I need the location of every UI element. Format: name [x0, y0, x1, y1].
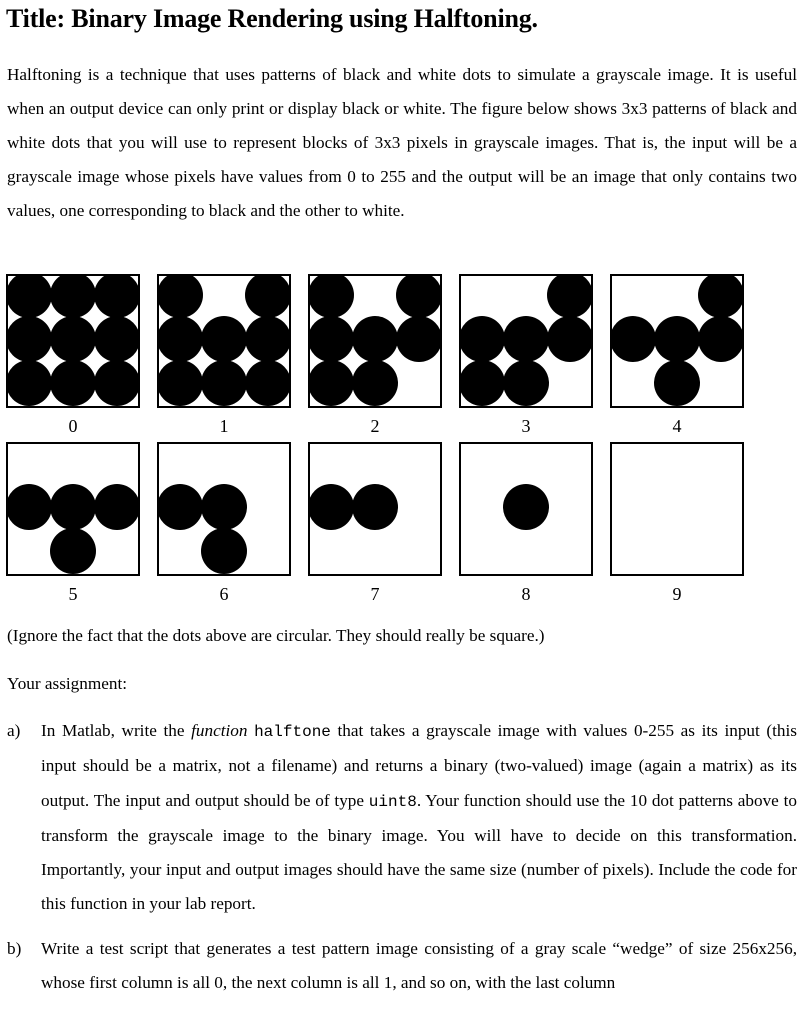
halftone-dot-mr [547, 316, 593, 362]
halftone-dot-mc [50, 484, 96, 530]
halftone-dot-mc [352, 484, 398, 530]
halftone-dot-tr [698, 274, 744, 318]
halftone-dot-bc [50, 360, 96, 406]
item-a-uint8-code: uint8 [368, 792, 417, 811]
pattern-4 [610, 274, 750, 440]
halftone-dot-bc [503, 360, 549, 406]
halftone-dot-mr [94, 484, 140, 530]
pattern-5 [6, 442, 146, 608]
pattern-2 [308, 274, 448, 440]
pattern-9-label: 9 [672, 584, 682, 604]
pattern-8-label: 8 [521, 584, 531, 604]
halftone-dot-tr [245, 274, 291, 318]
halftone-dot-bl [6, 360, 52, 406]
pattern-3-box [459, 274, 593, 408]
pattern-2-label: 2 [370, 416, 380, 436]
halftone-dot-mr [396, 316, 442, 362]
halftone-dot-mr [245, 316, 291, 362]
pattern-6 [157, 442, 297, 608]
halftone-dot-ml [157, 484, 203, 530]
assignment-item-a [7, 714, 797, 922]
document-title: Title: Binary Image Rendering using Halftoning. [6, 4, 538, 33]
halftone-pattern-figure [6, 274, 796, 614]
item-a-halftone-code: halftone [254, 723, 331, 741]
intro-paragraph: Halftoning is a technique that uses patterns of black and white dots to simulate a grayscale image. It is useful when an output device can only print or display black or white. The figure below shows 3x3 patterns of black and white dots that you will use to represent blocks of 3x3 pixels in grayscale images. That is, the input will be a grayscale image whose pixels have values from 0 to 255 and the output will be an image that only contains two values, one corresponding to black and the other to white. [7, 65, 797, 220]
halftone-dot-bc [201, 528, 247, 574]
halftone-dot-bc [654, 360, 700, 406]
halftone-dot-mc [50, 316, 96, 362]
halftone-dot-mr [698, 316, 744, 362]
pattern-2-box [308, 274, 442, 408]
assignment-item-b [7, 932, 797, 1001]
halftone-dot-bl [308, 360, 354, 406]
halftone-dot-mc [201, 484, 247, 530]
pattern-3-label: 3 [521, 416, 531, 436]
item-a-letter: a) [7, 721, 21, 740]
item-a-body [41, 714, 797, 922]
halftone-dot-bc [50, 528, 96, 574]
pattern-3 [459, 274, 599, 440]
item-a-text-2: that takes a grayscale image with values 0-255 as its input (this input should be a matrix, not a filename) and returns a binary (two-valued) image (again a matrix) as its output. The input and output should be of type [41, 721, 797, 810]
pattern-1 [157, 274, 297, 440]
halftone-dot-tr [94, 274, 140, 318]
halftone-dot-bc [352, 360, 398, 406]
pattern-8-box [459, 442, 593, 576]
halftone-dot-mc [352, 316, 398, 362]
pattern-5-label: 5 [68, 584, 78, 604]
halftone-dot-tl [157, 274, 203, 318]
halftone-dot-bl [459, 360, 505, 406]
halftone-dot-ml [157, 316, 203, 362]
halftone-dot-ml [308, 316, 354, 362]
pattern-5-box [6, 442, 140, 576]
halftone-dot-tr [547, 274, 593, 318]
pattern-1-box [157, 274, 291, 408]
pattern-0-box [6, 274, 140, 408]
halftone-dot-bc [201, 360, 247, 406]
halftone-dot-ml [459, 316, 505, 362]
pattern-0 [6, 274, 146, 440]
halftone-dot-mc [503, 484, 549, 530]
pattern-4-box [610, 274, 744, 408]
pattern-8 [459, 442, 599, 608]
item-a-text-1: In Matlab, write the [41, 721, 192, 740]
halftone-dot-mc [201, 316, 247, 362]
halftone-dot-br [94, 360, 140, 406]
pattern-6-box [157, 442, 291, 576]
assignment-heading: Your assignment: [7, 674, 128, 693]
halftone-dot-mc [654, 316, 700, 362]
halftone-dot-mr [94, 316, 140, 362]
pattern-7-label: 7 [370, 584, 380, 604]
halftone-dot-ml [6, 484, 52, 530]
pattern-1-label: 1 [219, 416, 229, 436]
halftone-dot-tl [308, 274, 354, 318]
halftone-dot-tl [6, 274, 52, 318]
halftone-dot-ml [308, 484, 354, 530]
halftone-dot-mc [503, 316, 549, 362]
halftone-dot-bl [157, 360, 203, 406]
pattern-7 [308, 442, 448, 608]
halftone-dot-ml [610, 316, 656, 362]
pattern-0-label: 0 [68, 416, 78, 436]
halftone-dot-br [245, 360, 291, 406]
pattern-6-label: 6 [219, 584, 229, 604]
pattern-4-label: 4 [672, 416, 682, 436]
halftone-dot-tc [50, 274, 96, 318]
halftone-dot-ml [6, 316, 52, 362]
item-b-letter: b) [7, 939, 22, 958]
item-a-function-word: function [191, 721, 248, 740]
item-b-body: Write a test script that generates a test pattern image consisting of a gray scale “wedge” of size 256x256, whose first column is all 0, the next column is all 1, and so on, with the last column [41, 939, 797, 993]
pattern-7-box [308, 442, 442, 576]
pattern-9 [610, 442, 750, 608]
halftone-dot-tr [396, 274, 442, 318]
item-a-text-3: . Your function should use the 10 dot patterns above to transform the grayscale image to the binary image. You will have to decide on this transformation. Importantly, your input and output images should have the same size (number of pixels). Include the code for this function in your lab report. [41, 790, 797, 914]
pattern-9-box [610, 442, 744, 576]
note-text: (Ignore the fact that the dots above are circular. They should really be square.) [7, 626, 545, 645]
